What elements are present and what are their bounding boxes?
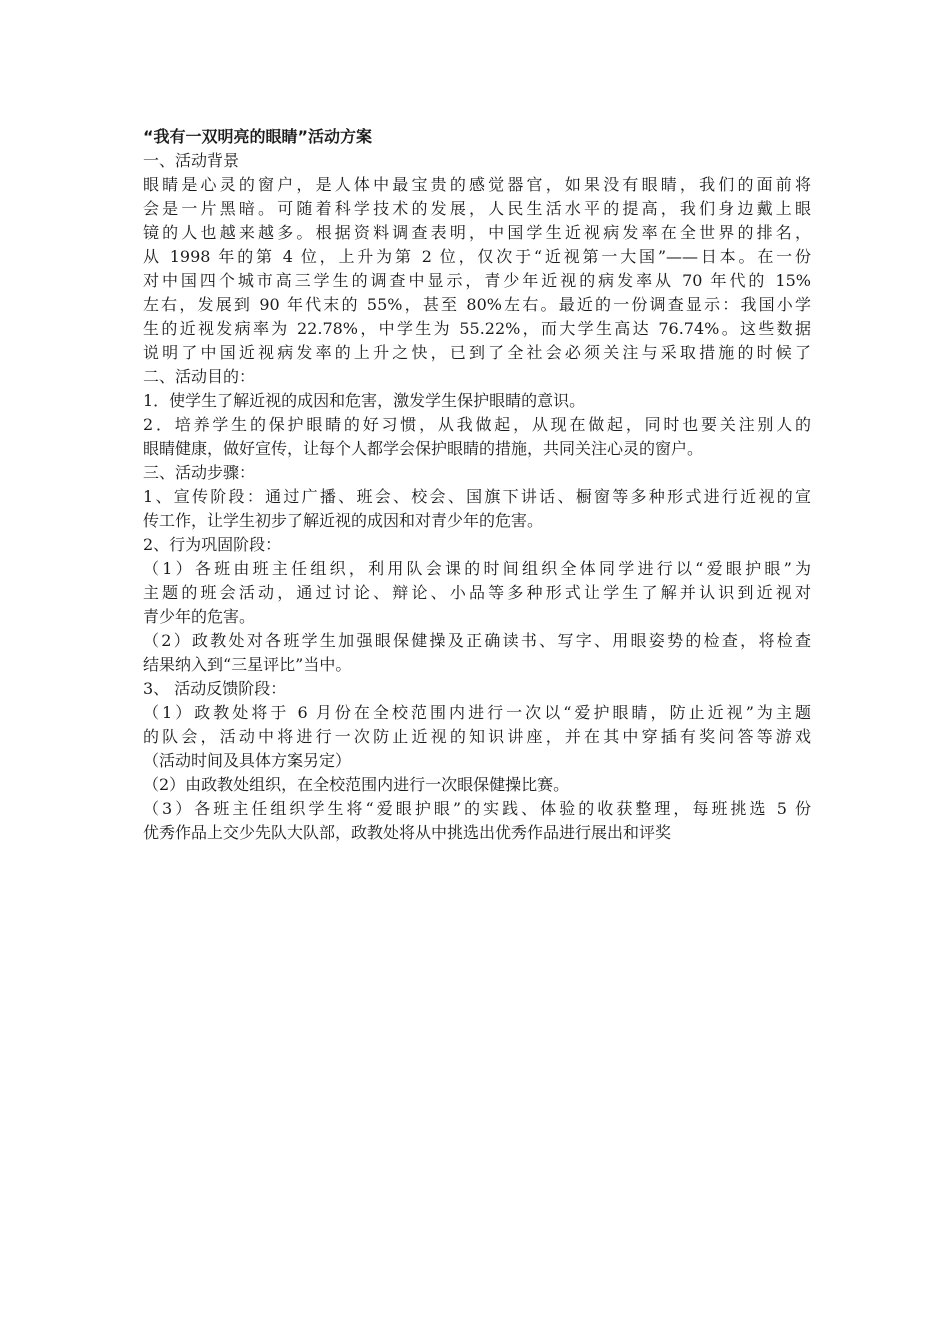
heading-background: 一、活动背景 [143,151,240,170]
subheading: 3、 活动反馈阶段： [143,679,287,698]
list-item-continued: 青少年的危害。 [143,607,256,626]
list-item-continued: （活动时间及具体方案另定） [143,751,352,770]
paragraph-line: 左右，发展到 90 年代末的 55%，甚至 80%左右。最近的一份调查显示：我国小学 [143,295,811,314]
list-item: 1、宣传阶段：通过广播、班会、校会、国旗下讲话、橱窗等多种形式进行近视的宣 [143,487,811,506]
list-item-continued: 优秀作品上交少先队大队部，政教处将从中挑选出优秀作品进行展出和评奖 [143,823,672,842]
list-item-continued: 的队会，活动中将进行一次防止近视的知识讲座，并在其中穿插有奖问答等游戏 [143,727,811,746]
paragraph-line: 说明了中国近视病发率的上升之快，已到了全社会必须关注与采取措施的时候了 [143,343,811,362]
paragraph-line: 从 1998 年的第 4 位，上升为第 2 位，仅次于“近视第一大国”——日本。在一份 [143,247,811,266]
list-item-continued: 眼睛健康，做好宣传，让每个人都学会保护眼睛的措施，共同关注心灵的窗户。 [143,439,704,458]
paragraph-line: 对中国四个城市高三学生的调查中显示，青少年近视的病发率从 70 年代的 15% [143,271,811,290]
paragraph-line: 会是一片黑暗。可随着科学技术的发展，人民生活水平的提高，我们身边戴上眼 [143,199,811,218]
subheading: 2、行为巩固阶段： [143,535,282,554]
heading-purpose: 二、活动目的： [143,367,256,386]
list-item: 2．培养学生的保护眼睛的好习惯，从我做起，从现在做起，同时也要关注别人的 [143,415,811,434]
list-item: （3）各班主任组织学生将“爱眼护眼”的实践、体验的收获整理，每班挑选 5 份 [143,799,811,818]
list-item: 1．使学生了解近视的成因和危害，激发学生保护眼睛的意识。 [143,391,586,410]
list-item: （2）政教处对各班学生加强眼保健操及正确读书、写字、用眼姿势的检查，将检查 [143,631,811,650]
list-item-continued: 传工作，让学生初步了解近视的成因和对青少年的危害。 [143,511,544,530]
paragraph-line: 眼睛是心灵的窗户，是人体中最宝贵的感觉器官，如果没有眼睛，我们的面前将 [143,175,811,194]
list-item: （1）各班由班主任组织，利用队会课的时间组织全体同学进行以“爱眼护眼”为 [143,559,811,578]
list-item-continued: 结果纳入到“三星评比”当中。 [143,655,352,674]
list-item: （2）由政教处组织，在全校范围内进行一次眼保健操比赛。 [143,775,570,794]
paragraph-line: 镜的人也越来越多。根据资料调查表明，中国学生近视病发率在全世界的排名， [143,223,811,242]
heading-steps: 三、活动步骤： [143,463,256,482]
paragraph-line: 生的近视发病率为 22.78%，中学生为 55.22%，而大学生高达 76.74%。这些数据 [143,319,811,338]
list-item: （1）政教处将于 6 月份在全校范围内进行一次以“爱护眼睛，防止近视”为主题 [143,703,811,722]
list-item-continued: 主题的班会活动，通过讨论、辩论、小品等多种形式让学生了解并认识到近视对 [143,583,811,602]
document-title: “我有一双明亮的眼睛”活动方案 [143,127,373,146]
document-body [143,125,811,845]
